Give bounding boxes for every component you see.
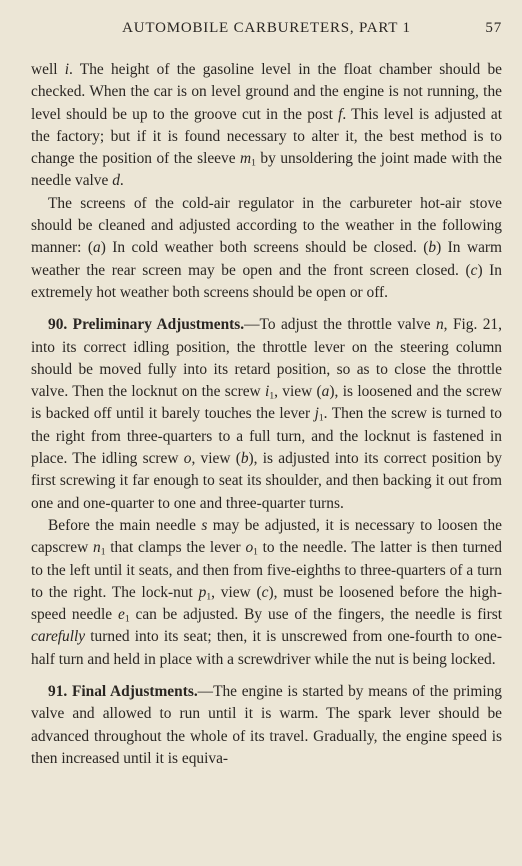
section-90-text: —To adjust the throttle valve n, Fig. 21, into its correct idling position, the throttle lever on the steering column should be moved fully into its retard position, so as to close the throttle valve. Then the locknut on the screw $i_1$, view (a), is loosened and the screw is backed off until it barely touches the lever $j_1$. Then the screw is turned to the right from three-quarters to a full turn, and the locknut is fastened in place. The idling screw o, view (b), is adjusted into its correct position by first screwing it far enough to seat its shoulder, and then backing it out from one and one-quarter to one and three-quarter turns. [31,316,502,512]
section-90-number: 90. [48,316,68,334]
paragraph-continuation: well i. The height of the gasoline level in the float chamber should be checked. When the car is on level ground and the engine is not running, the level should be up to the groove cut in the post f. This level is adjusted at the factory; but if it is found necessary to alter it, the best method is to change the position of the sleeve $m_1$ by unsoldering the joint made with the needle valve d. [31,61,502,190]
page-number: 57 [485,20,502,36]
section-91-number: 91. [48,683,68,701]
paragraph-main-needle: Before the main needle s may be adjusted, it is necessary to loosen the capscrew $n_1$ that clamps the lever $o_1$ to the needle. The latter is then turned to the left until it seats, and then from five-eighths to three-quarters of a turn to the right. The lock-nut $p_1$, view (c), must be loosened before the high-speed needle $e_1$ can be adjusted. By use of the fingers, the needle is first carefully turned into its seat; then, it is unscrewed from one-fourth to one-half turn and held in place with a screwdriver while the nut is being locked. [31,516,502,668]
section-91-title: Final Adjustments. [71,683,198,701]
paragraph-screens: The screens of the cold-air regulator in the carbureter hot-air stove should be cleaned and adjusted according to the weather in the following manner: (a) In cold weather both screens should be closed. (b) In warm weather the rear screen may be open and the front screen closed. (c) In extremely hot weather both screens should be open or off. [31,194,502,301]
page-header [31,20,502,42]
section-91-paragraph [31,681,502,770]
section-90-heading [48,316,244,333]
section-91-text: —The engine is started by means of the priming valve and allowed to run until it is warm. The spark lever should be advanced throughout the whole of its travel. Gradually, the engine speed is then increased until it is equiva- [31,683,502,767]
section-90-paragraph [31,314,502,515]
page-body [31,59,502,770]
running-title: AUTOMOBILE CARBURETERS, PART 1 [122,20,411,36]
section-91-heading [48,683,198,700]
section-90-title: Preliminary Adjustments. [72,316,245,334]
